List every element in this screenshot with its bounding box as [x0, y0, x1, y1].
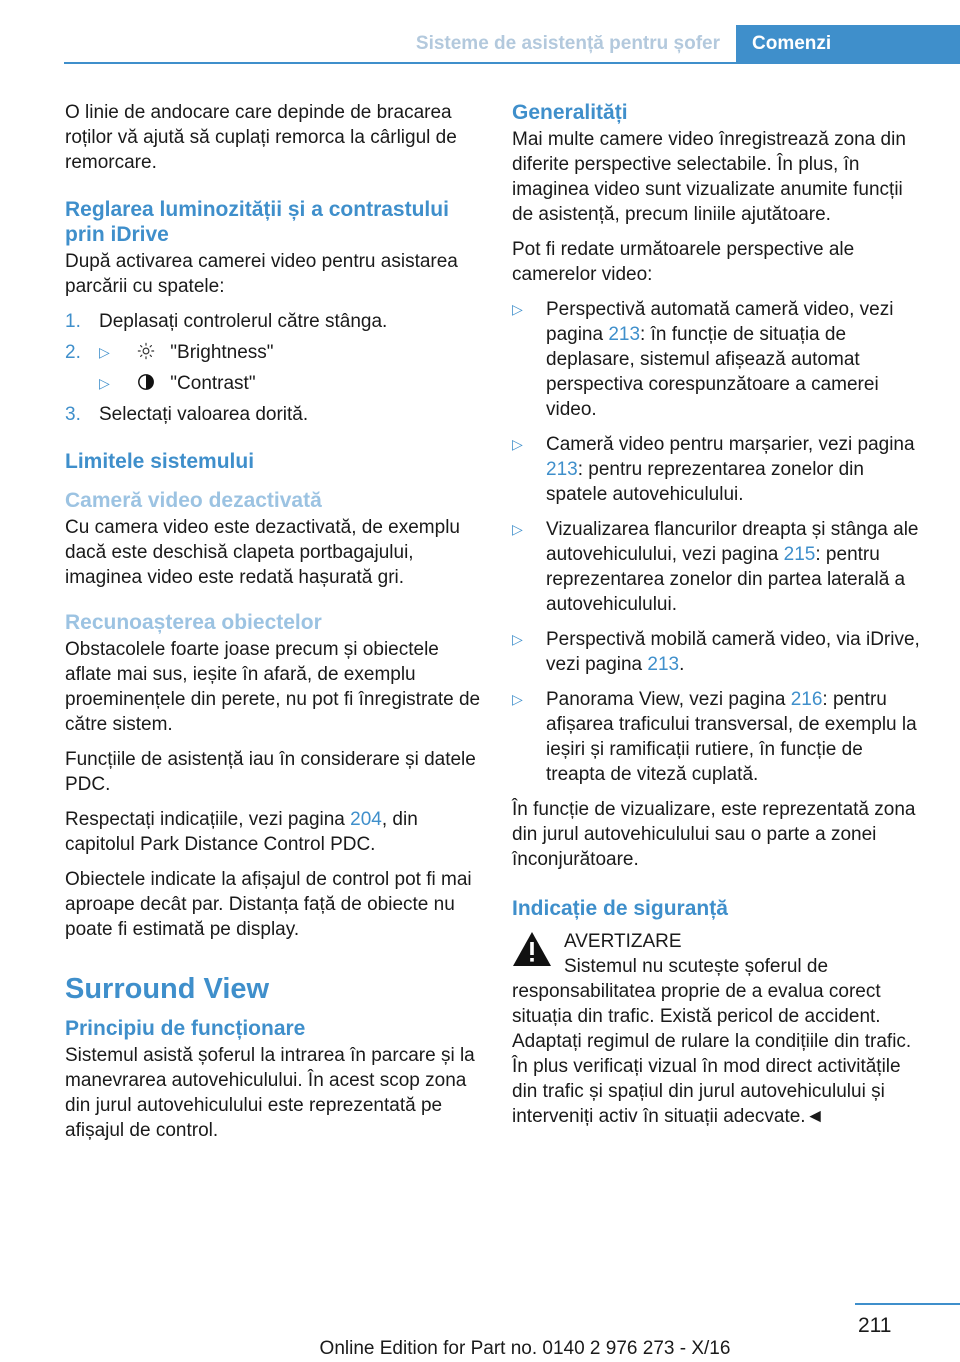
step-number: 1.: [65, 311, 81, 332]
triangle-bullet-icon: ▷: [512, 436, 523, 452]
bullet-text: .: [679, 654, 685, 675]
camera-off-text: Cu camera video este dezactivată, de exemplu dacă este deschisă clapeta portbagajului, imaginea video este redată hașurată gri.: [65, 517, 460, 588]
bullet-text: : pentru reprezentarea zonelor din partea laterală a autovehiculului.: [546, 544, 906, 615]
step-number: 2.: [65, 342, 81, 363]
page-link[interactable]: 213: [608, 324, 641, 345]
objects-heading: Recunoașterea obiectelor: [65, 611, 322, 634]
page-link[interactable]: 216: [790, 689, 823, 710]
right-column: [512, 100, 926, 1129]
page-link[interactable]: 213: [546, 459, 578, 480]
objects-paragraph-3: [65, 807, 483, 857]
bullet-text: Panorama View, vezi pagina: [546, 689, 791, 710]
page-number: 211: [858, 1314, 892, 1337]
objects-paragraph-2: Funcțiile de asistență iau în considerare și datele PDC.: [65, 749, 476, 795]
objects-paragraph-1: Obstacolele foarte joase precum și obiectele aflate mai sus, ieșite în afară, de exemplu proeminențele din perete, nu pot fi înregistrate de către sistem.: [65, 639, 481, 735]
sub-item-contrast: [99, 371, 483, 396]
contrast-label: "Contrast": [170, 373, 256, 394]
bullet-text: Perspectivă automată cameră video, vezi pagina: [546, 299, 894, 345]
triangle-bullet-icon: ▷: [99, 344, 110, 360]
brightness-label: "Brightness": [170, 342, 274, 363]
general-paragraph-1: Mai multe camere video înregistrează zona din diferite perspective selectabile. În plus, în imaginea video sunt vizualizate anumite funcții de asistență, precum liniile ajutătoare.: [512, 129, 906, 225]
list-item: [512, 517, 926, 617]
contrast-icon: [137, 373, 155, 391]
perspectives-list: [512, 297, 926, 787]
principle-text: Sistemul asistă șoferul la intrarea în parcare și la manevrarea autovehiculului. În acest scop zona din jurul autovehiculului este reprezentată pe afișajul de control.: [65, 1045, 475, 1141]
page-link[interactable]: 215: [783, 544, 816, 565]
header-section-title: Sisteme de asistență pentru șofer: [383, 25, 734, 62]
triangle-bullet-icon: ▷: [512, 691, 523, 707]
warning-text: Sistemul nu scutește șoferul de responsabilitatea proprie de a evalua corect situația din trafic. Există pericol de accident. Adaptați regimul de rulare la condițiile din trafic. În plus verificați vizual în mod direct activitățile din trafic și spațiul din jurul autovehiculului și interveniți activ în situații adecvate.◄: [512, 956, 912, 1127]
bullet-text: Vizualizarea flancurilor dreapta și stânga ale autovehiculului, vezi pagina: [546, 519, 919, 565]
triangle-bullet-icon: ▷: [512, 521, 523, 537]
warning-block: [512, 929, 926, 954]
page-link-204[interactable]: 204: [350, 809, 382, 830]
surround-view-title: Surround View: [65, 973, 270, 1005]
footer-rule: [855, 1303, 960, 1305]
warning-title: AVERTIZARE: [564, 931, 682, 952]
list-item: [512, 627, 926, 677]
sub-item-brightness: [99, 340, 483, 365]
bullet-text: : pentru afișarea traficului transversal, de exemplu la ieșiri și ramificații rutiere, în funcție de treapta de viteză cuplată.: [546, 689, 917, 785]
general-heading: Generalități: [512, 101, 628, 124]
list-item: [65, 402, 483, 427]
triangle-bullet-icon: ▷: [99, 375, 110, 391]
safety-heading: Indicație de siguranță: [512, 897, 728, 920]
general-paragraph-2: Pot fi redate următoarele perspective ale camerelor video:: [512, 239, 855, 285]
general-paragraph-3: În funcție de vizualizare, este reprezentată zona din jurul autovehiculului sau o parte a zonei înconjurătoare.: [512, 799, 916, 870]
triangle-bullet-icon: ▷: [512, 631, 523, 647]
step-number: 3.: [65, 404, 81, 425]
list-item: [65, 340, 483, 396]
limits-heading: Limitele sistemului: [65, 450, 255, 473]
bullet-text: : în funcție de situația de deplasare, sistemul afișează automat perspectiva corespunzătoare a camerei video.: [546, 324, 879, 420]
bullet-text: Perspectivă mobilă cameră video, via iDrive, vezi pagina: [546, 629, 920, 675]
step-text: Deplasați controlerul către stânga.: [99, 311, 388, 332]
edition-text: Online Edition for Part no. 0140 2 976 273 - X/16: [319, 1338, 731, 1359]
triangle-bullet-icon: ▷: [512, 301, 523, 317]
step-text: Selectați valoarea dorită.: [99, 404, 309, 425]
edition-footer: [0, 1338, 960, 1360]
list-item: [512, 297, 926, 422]
objects-p3-text-b: , din capitolul Park Distance Control PDC.: [65, 809, 418, 855]
objects-paragraph-4: Obiectele indicate la afișajul de control pot fi mai aproape decât par. Distanța față de obiecte nu poate fi estimată pe display.: [65, 869, 472, 940]
camera-off-heading: Cameră video dezactivată: [65, 489, 322, 512]
brightness-heading: Reglarea luminozității și a contrastului prin iDrive: [65, 198, 449, 246]
left-column: [65, 100, 483, 1153]
objects-p3-text-a: Respectați indicațiile, vezi pagina: [65, 809, 351, 830]
list-item: [512, 687, 926, 787]
sun-icon: [137, 342, 155, 360]
bullet-text: : pentru reprezentarea zonelor din spatele autovehiculului.: [546, 459, 864, 505]
header-tab-comenzi[interactable]: Comenzi: [736, 25, 960, 62]
principle-heading: Principiu de funcționare: [65, 1017, 306, 1040]
list-item: [512, 432, 926, 507]
brightness-intro: După activarea camerei video pentru asistarea parcării cu spatele:: [65, 251, 458, 297]
steps-list: [65, 309, 483, 427]
header-rule: [64, 62, 960, 64]
warning-triangle-icon: [512, 931, 552, 967]
bullet-text: Cameră video pentru marșarier, vezi pagina: [546, 434, 915, 455]
page-link[interactable]: 213: [647, 654, 680, 675]
list-item: [65, 309, 483, 334]
intro-paragraph: O linie de andocare care depinde de bracarea roților vă ajută să cuplați remorca la cârligul de remorcare.: [65, 102, 457, 173]
